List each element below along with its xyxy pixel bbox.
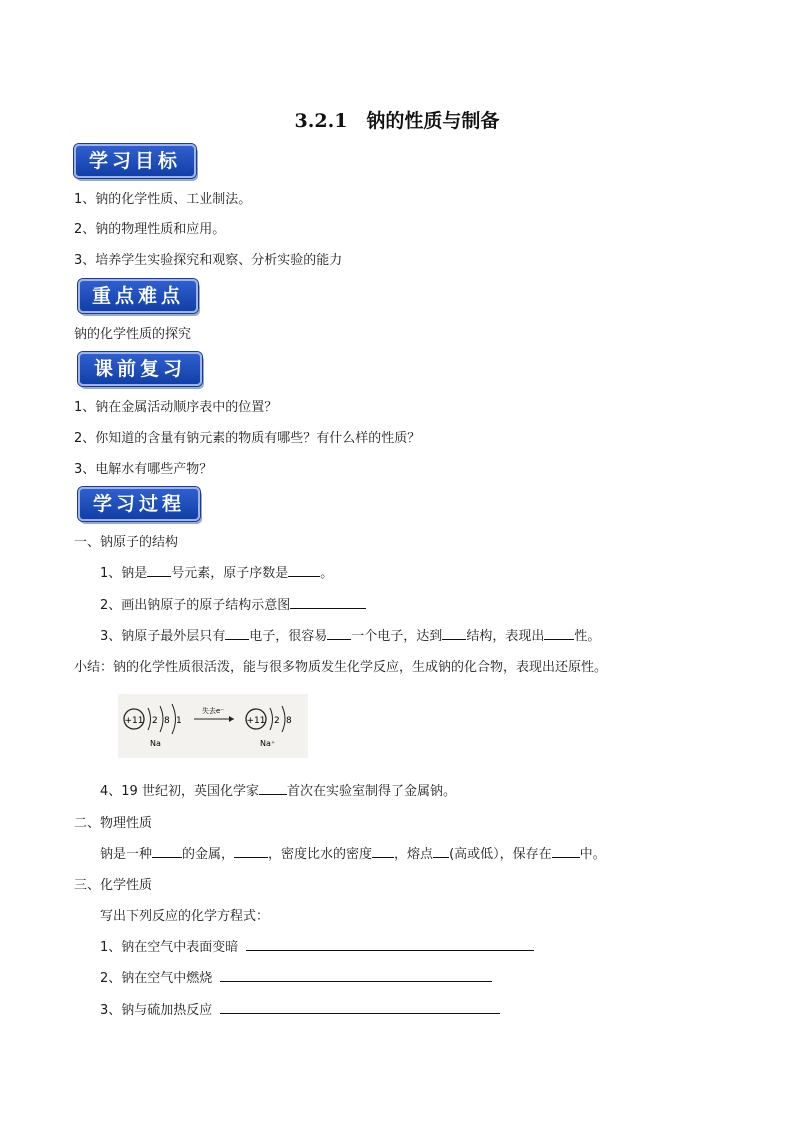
na-shell-count: 2 [152, 716, 158, 726]
objective-1: 1、钠的化学性质、工业制法。 [74, 192, 252, 207]
na-label: Na [150, 739, 161, 748]
badge-objectives: 学习目标 [74, 144, 196, 178]
section1-heading: 一、钠原子的结构 [74, 535, 179, 550]
question-2: 2、画出钠原子的原子结构示意图 [100, 594, 366, 613]
objective-3: 3、培养学生实验探究和观察、分析实验的能力 [74, 253, 343, 268]
answer-blank[interactable] [288, 564, 320, 577]
ion-shell-count: 8 [286, 716, 292, 726]
answer-line[interactable] [220, 981, 492, 982]
answer-blank[interactable] [147, 564, 171, 577]
answer-line[interactable] [246, 950, 534, 951]
badge-process: 学习过程 [78, 487, 200, 521]
section3-heading: 三、化学性质 [74, 878, 153, 893]
reaction-item-2: 2、钠在空气中燃烧 [100, 971, 213, 986]
answer-blank[interactable] [152, 845, 182, 858]
answer-blank[interactable] [225, 627, 249, 640]
reaction-item-1: 1、钠在空气中表面变暗 [100, 940, 239, 955]
reaction-item-3: 3、钠与硫加热反应 [100, 1003, 213, 1018]
ion-shell-count: 2 [274, 716, 280, 726]
review-3: 3、电解水有哪些产物？ [74, 462, 213, 477]
answer-blank[interactable] [372, 845, 394, 858]
answer-blank[interactable] [259, 782, 287, 795]
answer-blank[interactable] [327, 627, 351, 640]
page-title: 3.2.1 钠的性质与制备 [294, 110, 500, 132]
section2-heading: 二、物理性质 [74, 816, 153, 831]
diagram-background [118, 694, 308, 758]
question-3: 3、钠原子最外层只有 电子，很容易 一个电子，达到 结构，表现出 性。 [100, 629, 601, 644]
answer-blank[interactable] [552, 845, 580, 858]
ion-label: Na⁺ [260, 739, 276, 748]
review-2: 2、你知道的含量有钠元素的物质有哪些？有什么样的性质？ [74, 431, 421, 446]
answer-blank[interactable] [442, 627, 466, 640]
key-points-text: 钠的化学性质的探究 [74, 327, 192, 342]
objective-2: 2、钠的物理性质和应用。 [74, 222, 226, 237]
arrow-label: 失去e⁻ [202, 707, 225, 715]
sodium-atom-diagram [118, 694, 308, 758]
physical-properties-line: 钠是一种 的金属， ，密度比水的密度 ，熔点 (高或低），保存在 中。 [100, 847, 606, 862]
na-shell-count: 1 [176, 716, 182, 726]
answer-blank[interactable] [544, 627, 574, 640]
na-nucleus-label: +11 [124, 716, 144, 726]
answer-line[interactable] [220, 1013, 500, 1014]
question-1: 1、钠是 号元素，原子序数是 。 [100, 566, 334, 581]
answer-blank[interactable] [290, 596, 366, 609]
answer-blank[interactable] [234, 845, 268, 858]
badge-key-points: 重点难点 [78, 279, 198, 313]
ion-nucleus-label: +11 [246, 716, 266, 726]
na-shell-count: 8 [164, 716, 170, 726]
section3-intro: 写出下列反应的化学方程式： [100, 909, 270, 924]
summary-text: 小结：钠的化学性质很活泼，能与很多物质发生化学反应，生成钠的化合物，表现出还原性。 [74, 660, 608, 675]
answer-blank[interactable] [433, 845, 449, 858]
badge-review: 课前复习 [78, 352, 202, 386]
question-4: 4、19 世纪初，英国化学家 首次在实验室制得了金属钠。 [100, 784, 456, 799]
review-1: 1、钠在金属活动顺序表中的位置？ [74, 400, 278, 415]
